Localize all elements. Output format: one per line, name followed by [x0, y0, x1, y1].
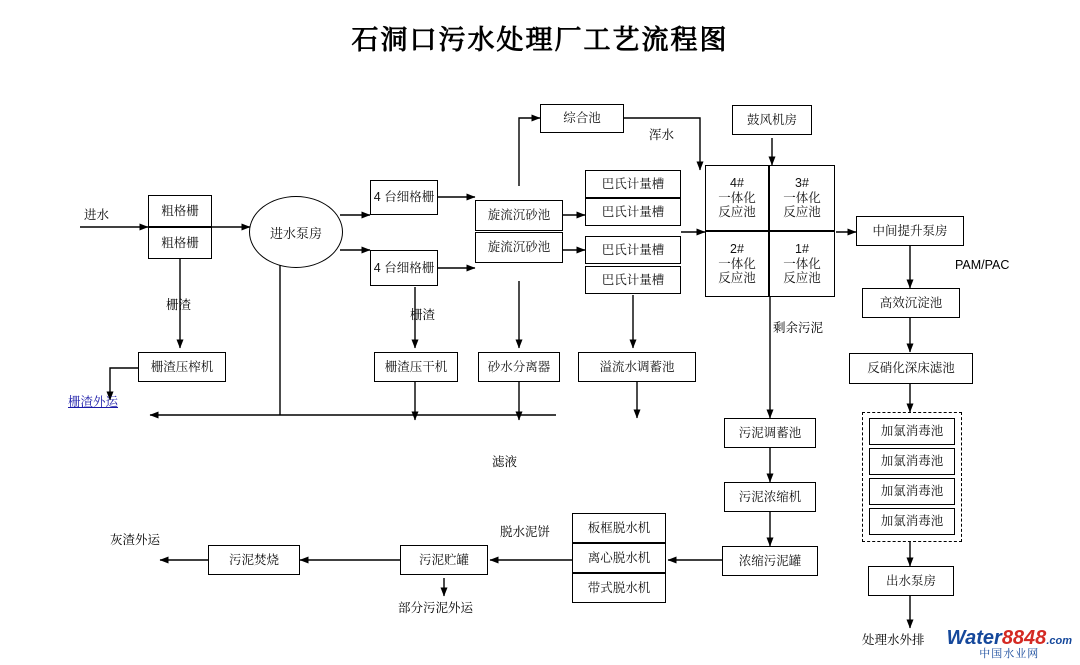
watermark-word: Water — [946, 627, 1002, 650]
edge-label-filtrate: 滤液 — [492, 455, 518, 469]
watermark-line-1 — [947, 628, 1072, 649]
node-parshall-flume-2[interactable]: 巴氏计量槽 — [585, 198, 681, 226]
node-high-efficiency-sedimentation-tank[interactable]: 高效沉淀池 — [862, 288, 960, 318]
watermark — [947, 628, 1072, 661]
node-screenings-dryer[interactable]: 栅渣压干机 — [374, 352, 458, 382]
node-composite-pool[interactable]: 综合池 — [540, 104, 624, 133]
edge-label-partial-sludge-transport: 部分污泥外运 — [398, 601, 474, 615]
node-coarse-screen-1[interactable]: 粗格栅 — [148, 195, 212, 227]
node-screenings-press[interactable]: 栅渣压榨机 — [138, 352, 226, 382]
page-title: 石洞口污水处理厂工艺流程图 — [351, 25, 729, 55]
node-grit-chamber-1[interactable]: 旋流沉砂池 — [475, 200, 563, 231]
node-thickened-sludge-tank[interactable]: 浓缩污泥罐 — [722, 546, 818, 576]
edge-label-excess-sludge: 剩余污泥 — [773, 321, 824, 335]
node-intermediate-pump-house[interactable]: 中间提升泵房 — [856, 216, 964, 246]
node-reactor-4[interactable] — [705, 165, 769, 231]
node-reactor-2[interactable] — [705, 231, 769, 297]
node-belt-dewaterer[interactable]: 带式脱水机 — [572, 573, 666, 603]
node-sludge-incineration[interactable]: 污泥焚烧 — [208, 545, 300, 575]
edge-label-dewatered-cake: 脱水泥饼 — [500, 525, 551, 539]
node-reactor-1[interactable] — [769, 231, 835, 297]
reactor-3-line-2: 一体化 — [783, 190, 821, 205]
node-plate-frame-dewaterer[interactable]: 板框脱水机 — [572, 513, 666, 543]
node-sludge-thickener[interactable]: 污泥浓缩机 — [724, 482, 816, 512]
reactor-2-line-1: 2# — [730, 242, 744, 257]
reactor-1-line-1: 1# — [795, 242, 809, 257]
edge-label-screenings-1: 栅渣 — [166, 298, 192, 312]
node-parshall-flume-4[interactable]: 巴氏计量槽 — [585, 266, 681, 294]
node-fine-screen-2[interactable]: 4 台细格栅 — [370, 250, 438, 286]
edge-label-screenings-2: 栅渣 — [410, 308, 436, 322]
reactor-3-line-1: 3# — [795, 176, 809, 191]
node-sand-water-separator[interactable]: 砂水分离器 — [478, 352, 560, 382]
reactor-4-line-2: 一体化 — [718, 190, 756, 205]
reactor-2-line-3: 反应池 — [718, 271, 756, 286]
node-inlet-pump-house[interactable]: 进水泵房 — [249, 196, 343, 268]
watermark-number: 8848 — [1001, 627, 1047, 650]
edge-label-pam-pac: PAM/PAC — [955, 258, 1010, 272]
reactor-3-line-3: 反应池 — [783, 205, 821, 220]
node-chlorination-tank-4[interactable]: 加氯消毒池 — [869, 508, 955, 535]
watermark-tld: .com — [1046, 635, 1072, 648]
node-reactor-3[interactable] — [769, 165, 835, 231]
node-denitrification-deep-bed-filter[interactable]: 反硝化深床滤池 — [849, 353, 973, 384]
node-sludge-storage-tank[interactable]: 污泥贮罐 — [400, 545, 488, 575]
node-parshall-flume-1[interactable]: 巴氏计量槽 — [585, 170, 681, 198]
reactor-2-line-2: 一体化 — [718, 256, 756, 271]
edge-label-screenings-transport: 栅渣外运 — [68, 395, 119, 409]
node-overflow-storage-tank[interactable]: 溢流水调蓄池 — [578, 352, 696, 382]
node-sludge-storage-pool[interactable]: 污泥调蓄池 — [724, 418, 816, 448]
node-chlorination-tank-3[interactable]: 加氯消毒池 — [869, 478, 955, 505]
node-chlorination-tank-2[interactable]: 加氯消毒池 — [869, 448, 955, 475]
node-blower-room[interactable]: 鼓风机房 — [732, 105, 812, 135]
reactor-4-line-3: 反应池 — [718, 205, 756, 220]
node-inflow-label: 进水 — [84, 208, 110, 222]
reactor-4-line-1: 4# — [730, 176, 744, 191]
edge-label-muddy-water: 浑水 — [649, 128, 675, 142]
node-chlorination-tank-1[interactable]: 加氯消毒池 — [869, 418, 955, 445]
edge-label-treated-water-discharge: 处理水外排 — [862, 633, 925, 647]
reactor-1-line-2: 一体化 — [783, 256, 821, 271]
node-coarse-screen-2[interactable]: 粗格栅 — [148, 227, 212, 259]
node-grit-chamber-2[interactable]: 旋流沉砂池 — [475, 232, 563, 263]
node-effluent-pump-house[interactable]: 出水泵房 — [868, 566, 954, 596]
node-parshall-flume-3[interactable]: 巴氏计量槽 — [585, 236, 681, 264]
edge-label-ash-transport: 灰渣外运 — [110, 533, 161, 547]
watermark-line-2: 中国水业网 — [979, 648, 1040, 661]
node-fine-screen-1[interactable]: 4 台细格栅 — [370, 180, 438, 215]
reactor-1-line-3: 反应池 — [783, 271, 821, 286]
node-centrifugal-dewaterer[interactable]: 离心脱水机 — [572, 543, 666, 573]
